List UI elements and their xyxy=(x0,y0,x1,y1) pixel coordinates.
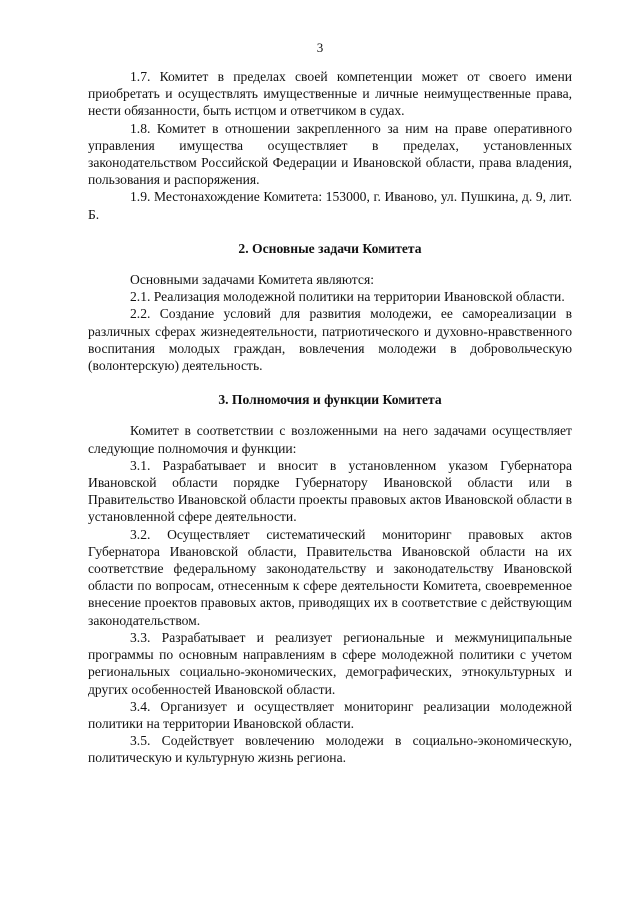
paragraph-1-7: 1.7. Комитет в пределах своей компетенции может от своего имени приобретать и осуществлять имущественные и личные неимущественные права, нести обязанности, быть истцом и ответчиком в судах. xyxy=(88,69,572,119)
spacer xyxy=(88,374,572,391)
page-number: 3 xyxy=(316,40,324,55)
spacer xyxy=(88,408,572,422)
paragraph-3-5: 3.5. Содействует вовлечению молодежи в социально-экономическую, политическую и культурную жизнь региона. xyxy=(88,733,572,766)
paragraph-2-1: 2.1. Реализация молодежной политики на территории Ивановской области. xyxy=(130,289,565,305)
paragraph-2-intro: Основными задачами Комитета являются: xyxy=(130,272,374,288)
paragraph-3-1: 3.1. Разрабатывает и вносит в установленном указом Губернатора Ивановской области порядке Губернатору Ивановской области или в Правительство Ивановской области проекты правовых актов Ивановской области в установленной сфере деятельности. xyxy=(88,457,572,525)
paragraph-1-9: 1.9. Местонахождение Комитета: 153000, г. Иваново, ул. Пушкина, д. 9, лит. Б. xyxy=(88,189,572,222)
paragraph-3-3: 3.3. Разрабатывает и реализует региональные и межмуниципальные программы по основным направлениям в сфере молодежной политики с учетом региональных социально-экономических, демографических, этнокультурных и других особенностей Ивановской области. xyxy=(88,629,572,697)
section-2-heading: 2. Основные задачи Комитета xyxy=(238,240,422,256)
paragraph-3-intro: Комитет в соответствии с возложенными на него задачами осуществляет следующие полномочия и функции: xyxy=(88,423,572,456)
section-3-heading: 3. Полномочия и функции Комитета xyxy=(218,392,442,408)
paragraph-1-8: 1.8. Комитет в отношении закрепленного за ним на праве оперативного управления имущества осуществляет в пределах, установленных законодательством Российской Федерации и Ивановской области, права владения, пользования и распоряжения. xyxy=(88,120,572,188)
paragraph-3-2: 3.2. Осуществляет систематический мониторинг правовых актов Губернатора Ивановской области, Правительства Ивановской области на их соответствие федеральному законодательству и законодательству Ивановской области по вопросам, отнесенным к сфере деятельности Комитета, своевременное внесение проектов правовых актов, приводящих их в соответствие с действующим законодательством. xyxy=(88,526,572,628)
paragraph-2-2: 2.2. Создание условий для развития молодежи, ее самореализации в различных сферах жизнедеятельности, патриотического и духовно-нравственного воспитания молодых граждан, вовлечения молодежи в добровольческую (волонтерскую) деятельность. xyxy=(88,306,572,374)
paragraph-3-4: 3.4. Организует и осуществляет мониторинг реализации молодежной политики на территории Ивановской области. xyxy=(88,698,572,731)
spacer xyxy=(88,257,572,271)
spacer xyxy=(88,223,572,240)
document-body xyxy=(88,68,572,767)
